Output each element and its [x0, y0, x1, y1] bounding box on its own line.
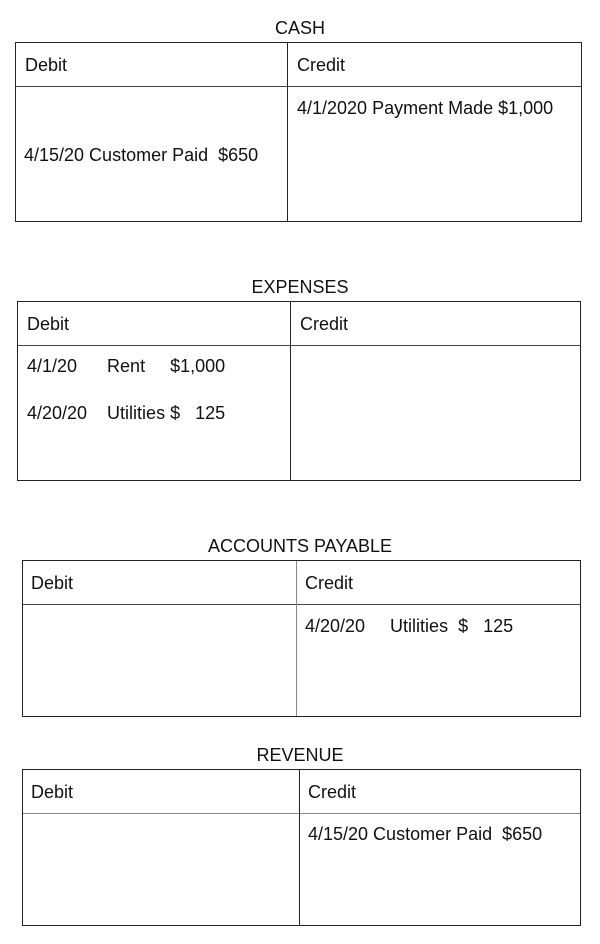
account-title-revenue: REVENUE	[256, 745, 344, 765]
t-account-cash	[15, 42, 582, 222]
t-account-header	[18, 302, 580, 346]
debit-label: Debit	[31, 573, 74, 593]
credit-label: Credit	[305, 573, 354, 593]
credit-entry: 4/20/20 Utilities $ 125	[305, 616, 514, 636]
credit-label: Credit	[297, 55, 346, 75]
debit-label: Debit	[27, 314, 70, 334]
t-account-divider	[287, 43, 288, 221]
debit-label: Debit	[25, 55, 68, 75]
account-title-accounts-payable: ACCOUNTS PAYABLE	[207, 536, 393, 556]
t-account-header	[23, 561, 580, 605]
credit-entry: 4/15/20 Customer Paid $650	[308, 824, 543, 844]
t-account-divider	[299, 770, 300, 925]
t-account-header	[23, 770, 580, 814]
t-account-expenses	[17, 301, 581, 481]
debit-entry: 4/15/20 Customer Paid $650	[24, 145, 259, 165]
debit-entry: 4/20/20 Utilities $ 125	[27, 403, 226, 423]
t-account-divider	[290, 302, 291, 480]
debit-entry: 4/1/20 Rent $1,000	[27, 356, 226, 376]
credit-entry: 4/1/2020 Payment Made $1,000	[297, 98, 554, 118]
credit-label: Credit	[300, 314, 349, 334]
t-account-divider	[296, 561, 297, 716]
account-title-expenses: EXPENSES	[251, 277, 349, 297]
credit-label: Credit	[308, 782, 357, 802]
t-account-accounts-payable	[22, 560, 581, 717]
account-title-cash: CASH	[274, 18, 325, 38]
debit-label: Debit	[31, 782, 74, 802]
t-account-revenue	[22, 769, 581, 926]
